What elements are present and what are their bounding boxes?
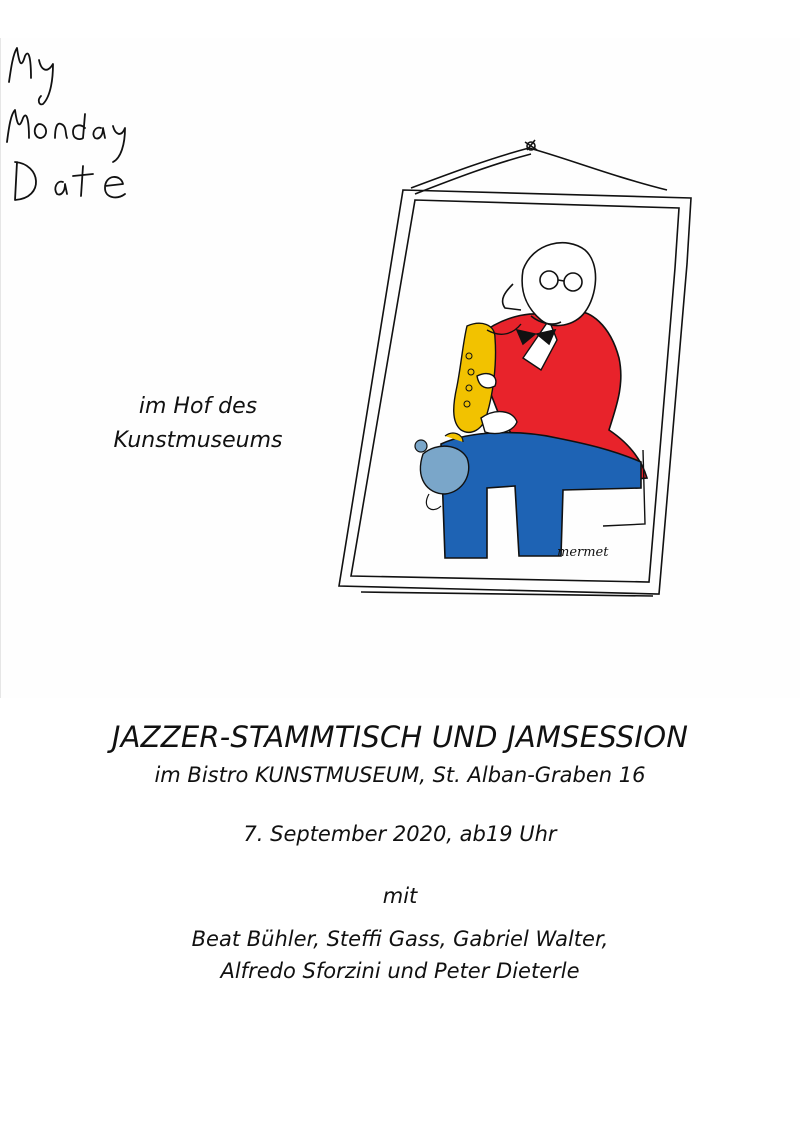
blue-trousers bbox=[441, 433, 641, 558]
event-location: im Bistro KUNSTMUSEUM, St. Alban-Graben 16 bbox=[154, 763, 646, 787]
handwritten-title-image bbox=[1, 38, 181, 208]
event-date: 7. September 2020, ab19 Uhr bbox=[243, 822, 557, 846]
artist-signature: mermet bbox=[557, 545, 609, 560]
event-title: JAZZER-STAMMTISCH UND JAMSESSION bbox=[111, 720, 689, 754]
musicians-line-2: Alfredo Sforzini und Peter Dieterle bbox=[220, 959, 580, 983]
poster-illustration-area bbox=[0, 38, 800, 698]
venue-line-2: Kunstmuseums bbox=[113, 428, 283, 453]
venue-line-1: im Hof des bbox=[138, 394, 258, 419]
musicians-line-1: Beat Bühler, Steffi Gass, Gabriel Walter, bbox=[191, 927, 609, 951]
with-label: mit bbox=[382, 884, 418, 908]
hanging-wire bbox=[411, 140, 667, 194]
